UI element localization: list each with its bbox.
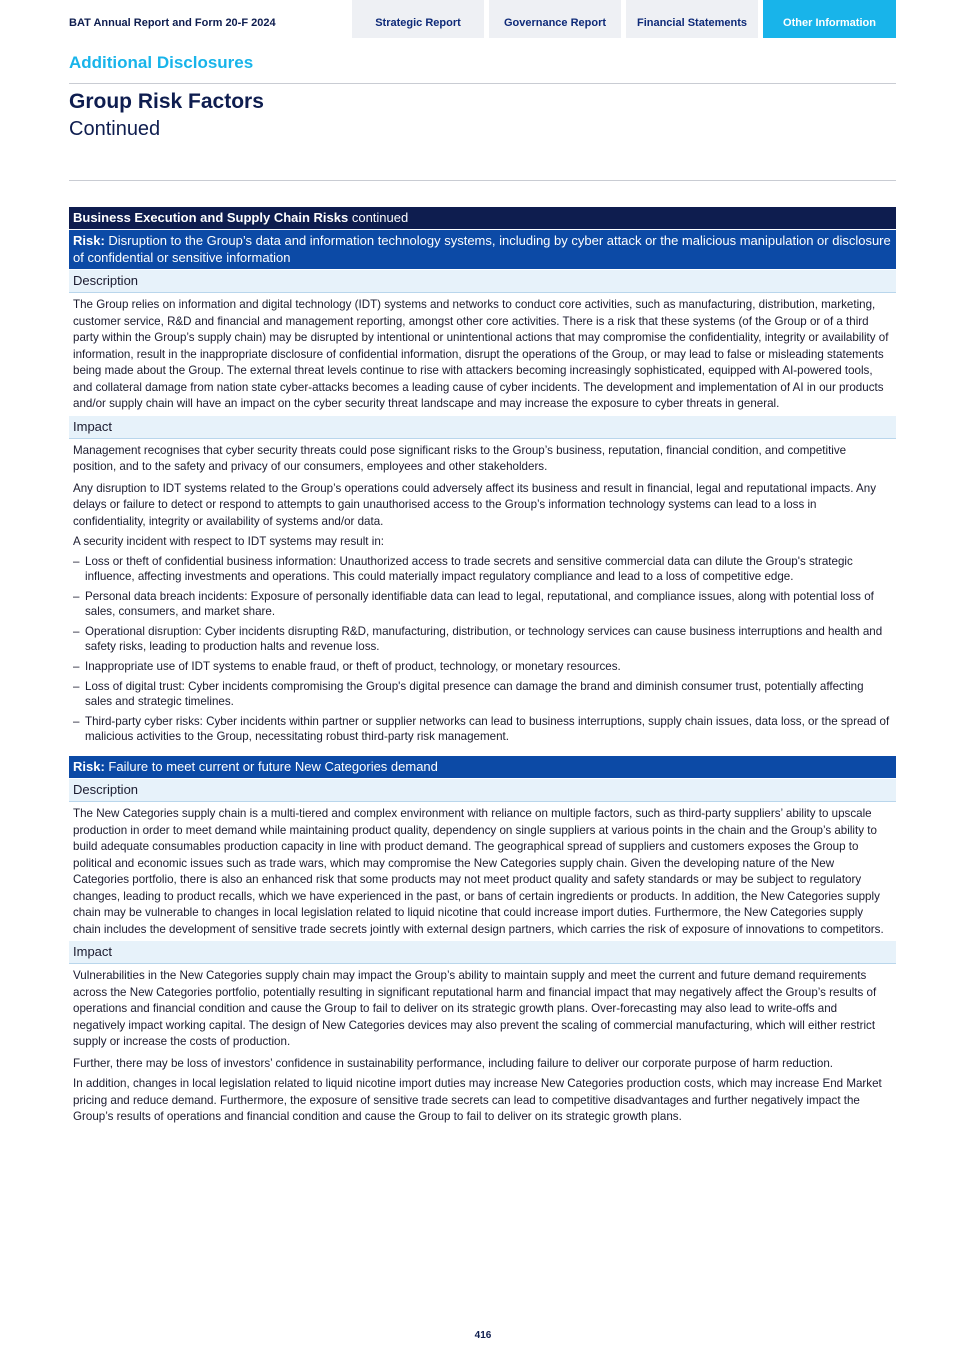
divider — [69, 83, 896, 84]
list-item — [69, 552, 896, 587]
spacer — [69, 747, 896, 755]
bullet-dash: – — [73, 660, 80, 674]
list-item — [69, 677, 896, 712]
impact-heading: Impact — [69, 941, 896, 964]
impact-paragraph: Management recognises that cyber security threats could pose significant risks to the Group’s business, reputation, financial condition, and competitive position, and to the safety and privacy of our consumers, employees and other stakeholders. — [73, 443, 847, 473]
top-navigation — [0, 0, 966, 38]
list-item-text: Loss or theft of confidential business information: Unauthorized access to trade secrets and sensitive commercial data can dilute the Group's strategic influence, affecting investments and operations. This could materially impact regulatory compliance and lead to a loss of competitive edge. — [85, 554, 853, 584]
description-text: The New Categories supply chain is a multi-tiered and complex environment with reliance on multiple factors, such as third-party suppliers’ ability to upscale production in order to meet demand while maintaining product quality, dependency on single suppliers at various points in the chain and the Group’s ability to build adequate consumables production capacity in line with product demand. The geographical spread of suppliers and customers exposes the Group to political and economic issues such as trade wars, which may compromise the New Categories supply chain. Given the developing nature of the New Categories portfolio, there is also an enhanced risk that some products may not meet product quality and safety standards or may be subject to regulatory changes, leading to product recalls, which we have experienced in the past, or bans of certain ingredients or products. In addition, the New Categories supply chain may be vulnerable to changes in local legislation related to liquid nicotine that could increase import duties. Furthermore, the New Categories supply chain includes the development of sensitive trade secrets jointly with external design partners, which carries the risk of exposure of innovations to competitors. — [73, 807, 884, 936]
bullet-dash: – — [73, 554, 80, 568]
impact-paragraph: Vulnerabilities in the New Categories supply chain may impact the Group’s ability to maintain supply and meet the current and future demand requirements across the New Categories portfolio, potentially resulting in significant reputational harm and financial impact that may negatively affect the Group’s results of operations and financial condition and cause the Group to fail to deliver on its strategic growth plans. Over-forecasting may also lead to write-offs and negatively impact working capital. The design of New Categories devices may also prevent the scaling of commercial manufacturing, which will either restrict supply or increase the costs of production. — [73, 969, 877, 1049]
page-subtitle: Continued — [69, 118, 161, 140]
impact-heading: Impact — [69, 416, 896, 439]
risk-title — [69, 756, 896, 778]
tab-other-information[interactable]: Other Information — [763, 0, 896, 38]
list-item — [69, 587, 896, 622]
impact-paragraph: Any disruption to IDT systems related to the Group’s operations could adversely affect its business and result in financial, legal and reputational impacts. Any delays or failure to detect or respond to attempts to gain unauthorised access to the Group’s information technology systems can lead to a loss in confidentiality, integrity or availability of systems and/or data. — [73, 481, 876, 528]
list-item — [69, 657, 896, 677]
report-title: BAT Annual Report and Form 20-F 2024 — [69, 17, 276, 29]
list-item-text: Personal data breach incidents: Exposure of personally identifiable data can lead to legal, reputational, and compliance issues, along with potential loss of sales, consumers, and market share. — [85, 589, 874, 619]
impact-paragraph: Further, there may be loss of investors’ confidence in sustainability performance, including failure to deliver our corporate purpose of harm reduction. — [73, 1056, 833, 1070]
list-item-text: Third-party cyber risks: Cyber incidents within partner or supplier networks can lead to business interruptions, supply chain issues, data loss, or the spread of malicious activities to the Group, necessitating robust third-party risk management. — [85, 714, 890, 744]
divider — [69, 180, 896, 181]
risk-table — [69, 207, 896, 1127]
bullet-dash: – — [73, 589, 80, 603]
description-heading: Description — [69, 779, 896, 802]
risk-title — [69, 230, 896, 269]
bullet-dash: – — [73, 679, 80, 693]
risk-title-text: Disruption to the Group’s data and information technology systems, including by cyber attack or the malicious manipulation or disclosure of confidential or sensitive information — [73, 233, 891, 265]
impact-paragraph: A security incident with respect to IDT systems may result in: — [73, 535, 384, 548]
list-item-text: Loss of digital trust: Cyber incidents compromising the Group's digital presence can damage the brand and diminish consumer trust, potentially affecting sales and strategic timelines. — [85, 679, 864, 709]
list-item-text: Inappropriate use of IDT systems to enable fraud, or theft of product, technology, or monetary resources. — [85, 660, 621, 674]
page-title: Group Risk Factors — [69, 90, 264, 113]
bullet-dash: – — [73, 714, 80, 728]
tab-financial-statements[interactable]: Financial Statements — [626, 0, 758, 38]
impact-paragraph: In addition, changes in local legislation related to liquid nicotine import duties may increase New Categories production costs, which may increase End Market pricing and reduce demand. Furthermore, the exposure of sensitive trade secrets can lead to competitive disadvantages and further negatively impact the Group’s results of operations and financial condition and cause the Group to fail to deliver on its strategic growth plans. — [73, 1077, 882, 1124]
description-heading: Description — [69, 270, 896, 293]
table-header-suffix: continued — [348, 210, 409, 225]
risk-prefix: Risk: — [73, 233, 105, 248]
tab-strategic-report[interactable]: Strategic Report — [352, 0, 484, 38]
page-number: 416 — [474, 1330, 492, 1341]
bullet-dash: – — [73, 624, 80, 638]
tab-governance-report[interactable]: Governance Report — [489, 0, 621, 38]
list-item — [69, 622, 896, 657]
list-item-text: Operational disruption: Cyber incidents disrupting R&D, manufacturing, distribution, or technology services can cause business interruptions and health and safety risks, leading to production halts and revenue loss. — [85, 624, 883, 654]
risk-prefix: Risk: — [73, 759, 105, 775]
table-header — [69, 207, 896, 229]
section-label: Additional Disclosures — [69, 53, 254, 72]
risk-title-text: Failure to meet current or future New Categories demand — [104, 759, 438, 775]
list-item — [69, 712, 896, 747]
description-text: The Group relies on information and digital technology (IDT) systems and networks to conduct core activities, such as manufacturing, distribution, marketing, customer service, R&D and financial and management reporting, amongst other core activities. There is a risk that these systems (of the Group or of a third party within the Group’s supply chain) may be disrupted by intentional or unintentional actions that may compromise the confidentiality, integrity or availability of information, result in the inappropriate disclosure of confidential information, disrupt the operations of the Group, or may lead to false or misleading statements being made about the Group. The external threat levels continue to rise with attackers becoming increasingly sophisticated, equipped with AI-powered tools, and collateral damage from nation state cyber-attacks becomes a leading cause of cyber incidents. The development and implementation of AI in our products and/or supply chain will have an impact on the cyber security threat landscape and may increase the exposure to cyber threats in general. — [73, 298, 889, 410]
table-header-bold: Business Execution and Supply Chain Risks — [73, 210, 349, 225]
